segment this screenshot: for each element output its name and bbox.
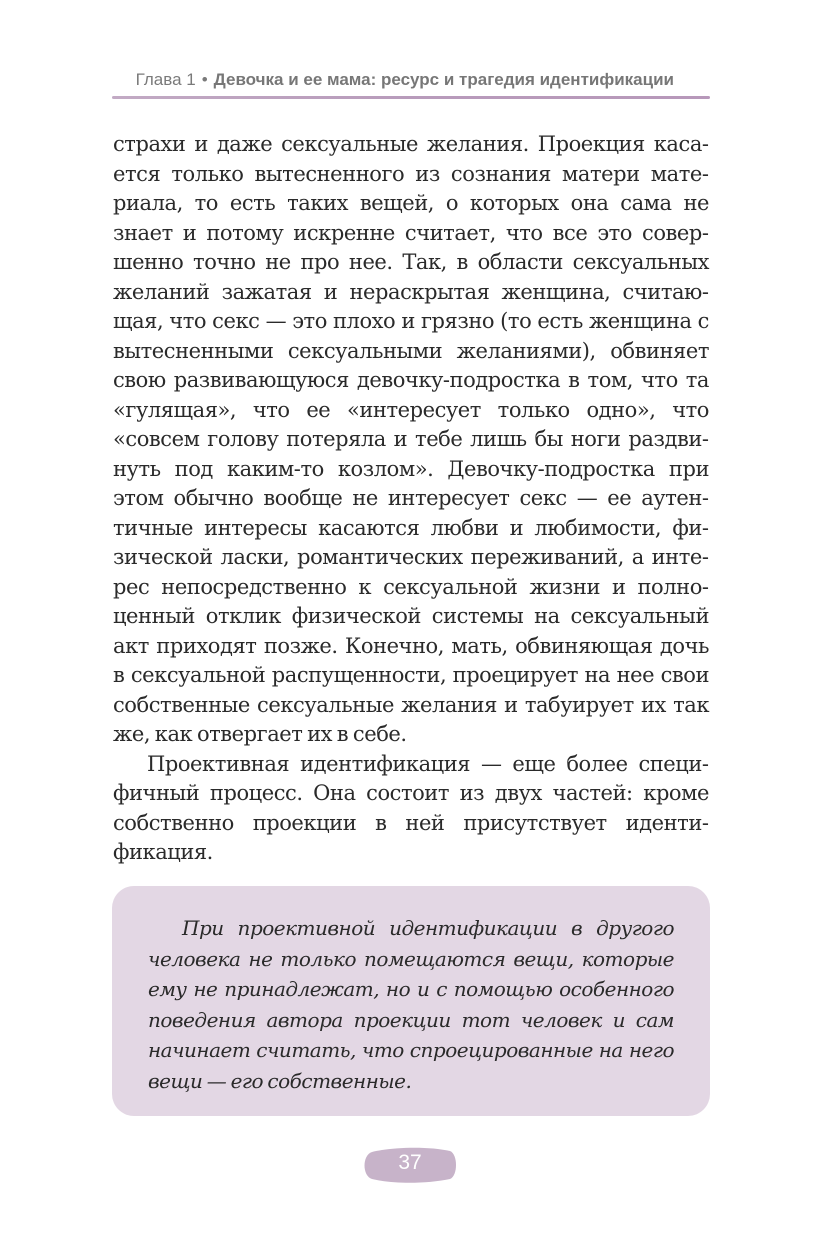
header-divider [112,96,710,99]
running-header [112,66,712,100]
main-text [113,130,709,868]
paragraph: страхи и даже сексуальные желания. Проекция касается только вытесненного из сознания матери материала, то есть таких вещей, о которых она сама не знает и потому искренне считает, что все это совершенно точно не про нее. Так, в области сексуальных желаний зажатая и нераскрытая женщина, считающая, что секс — это плохо и грязно (то есть женщина с вытесненными сексуальными желаниями), обвиняет свою развивающуюся девочку-подростка в том, что та «гулящая», что ее «интересует только одно», что «совсем голову потеряла и тебе лишь бы ноги раздвинуть под каким-то козлом». Девочку-подростка при этом обычно вообще не интересует секс — ее аутентичные интересы касаются любви и любимости, физической ласки, романтических переживаний, а интерес непосредственно к сексуальной жизни и полноценный отклик физической системы на сексуальный акт приходят позже. Конечно, мать, обвиняющая дочь в сексуальной распущенности, проецирует на нее свои собственные сексуальные желания и табуирует их так же, как отвергает их в себе. [113,132,709,746]
chapter-label: Глава 1 [135,70,196,89]
paragraph: Проективная идентификация — еще более специфичный процесс. Она состоит из двух частей: кроме собственно проекции в ней присутствует идентификация. [113,751,709,864]
header-separator: • [201,70,208,89]
page-number-badge [362,1146,458,1184]
running-header-text [112,70,674,90]
page-number: 37 [398,1151,422,1174]
chapter-title: Девочка и ее мама: ресурс и трагедия идентификации [213,70,674,89]
highlight-text: При проективной идентификации в другого человека не только помещаются вещи, которые ему не принадлежат, но и с помощью особенного поведения автора проекции тот человек и сам начинает считать, что спроецированные на него вещи — его собственные. [148,916,674,1093]
highlight-box [112,886,710,1116]
